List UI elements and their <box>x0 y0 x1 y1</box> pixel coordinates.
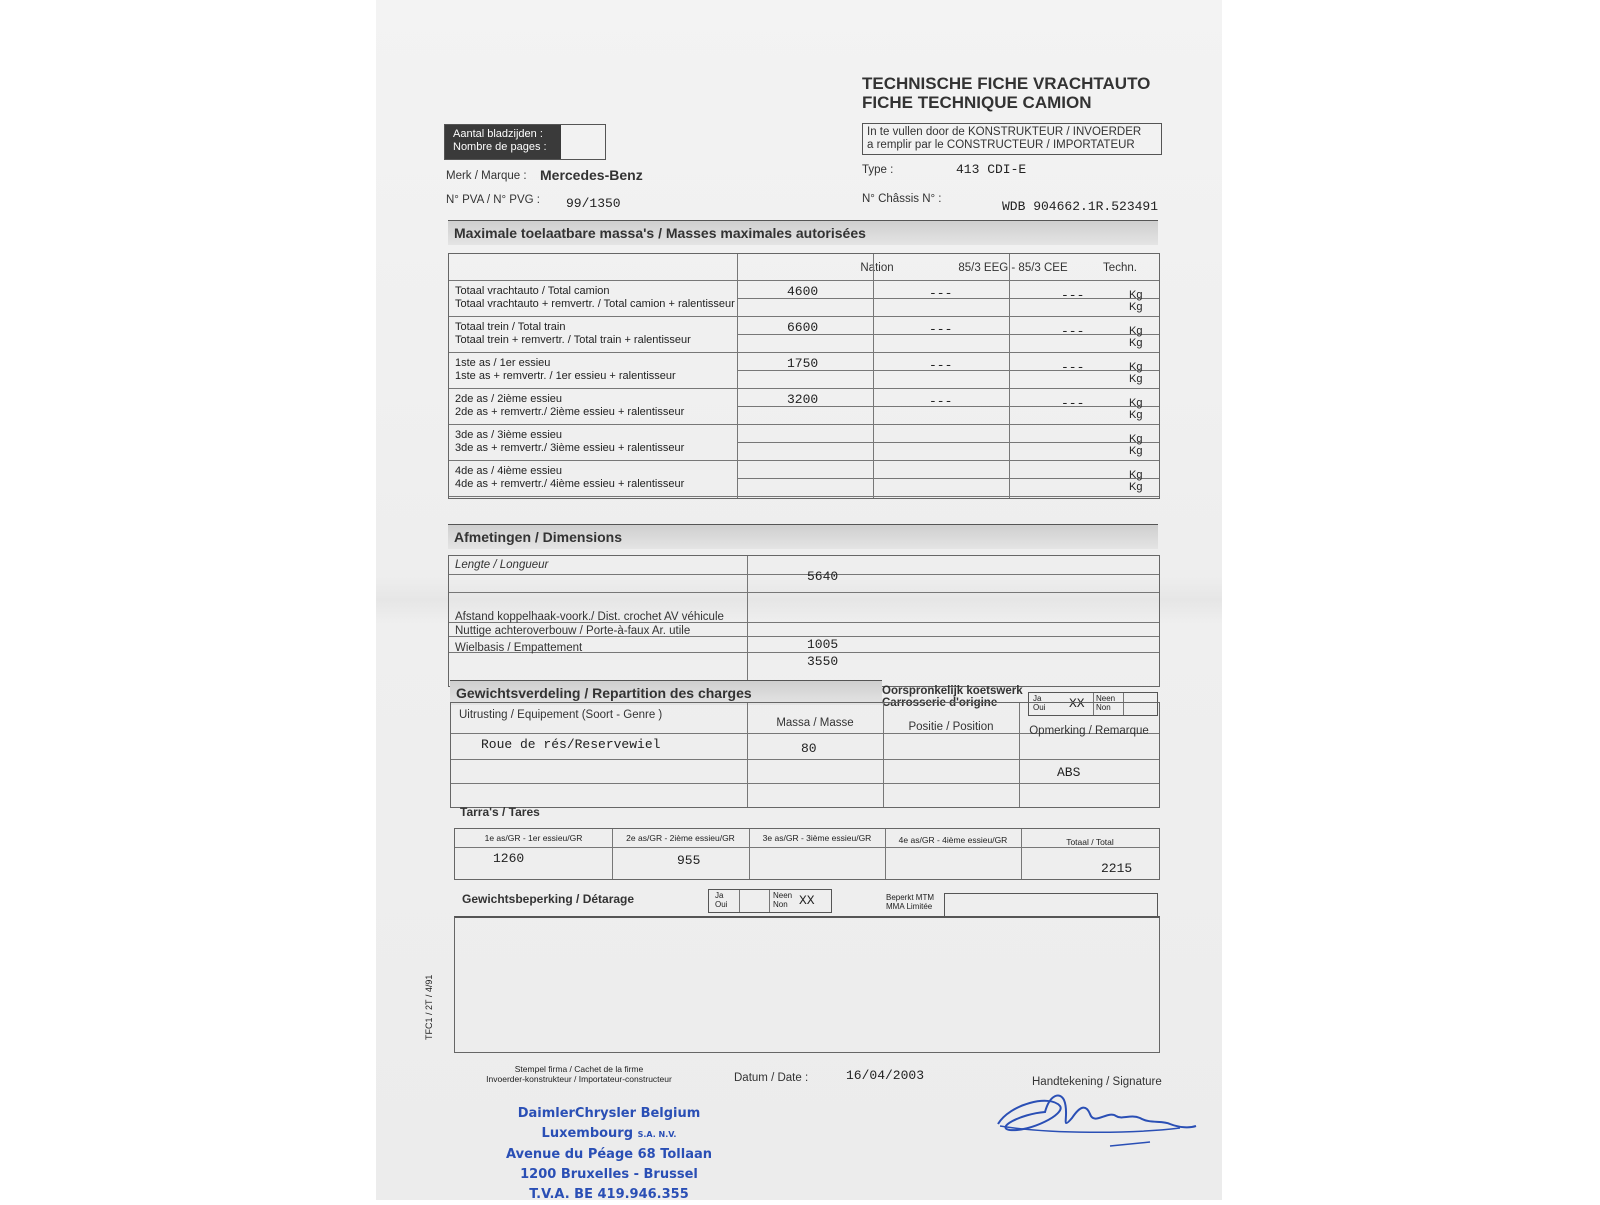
dimensions-table <box>448 555 1160 687</box>
unit-kg-2: Kg <box>1129 481 1143 493</box>
mass-row <box>449 280 1159 317</box>
equipment-value: Roue de rés/Reservewiel <box>481 737 661 752</box>
stamp-label-nl: Stempel firma / Cachet de la firme <box>514 1064 644 1074</box>
mass-eeg-value: --- <box>929 286 953 301</box>
handwritten-signature <box>990 1084 1200 1154</box>
brand-value: Mercedes-Benz <box>540 167 643 183</box>
mass-techn-value: --- <box>1061 360 1085 375</box>
chassis-label: N° Châssis N° : <box>862 193 942 205</box>
pva-value: 99/1350 <box>566 196 621 211</box>
mass-row-label-2: 2de as + remvertr./ 2ième essieu + ralentisseur <box>455 406 685 418</box>
limited-mtm-label <box>886 893 934 911</box>
mass-row-label-2: 4de as + remvertr./ 4ième essieu + ralentisseur <box>455 478 685 490</box>
unit-kg-2: Kg <box>1129 373 1143 385</box>
fill-in-instructions <box>862 123 1162 155</box>
col-position-header: Positie / Position <box>908 721 994 733</box>
unit-kg-2: Kg <box>1129 337 1143 349</box>
date-value: 16/04/2003 <box>846 1068 925 1083</box>
mass-value: 80 <box>801 741 817 756</box>
mass-row-label-2: 1ste as + remvertr. / 1er essieu + ralentisseur <box>455 370 676 382</box>
mass-row <box>449 460 1159 497</box>
mass-row-label-2: 3de as + remvertr./ 3ième essieu + ralentisseur <box>455 442 685 454</box>
tares-col3: 3e as/GR - 3ième essieu/GR <box>762 833 872 843</box>
brand-label: Merk / Marque : <box>446 170 527 182</box>
wheelbase-label: Wielbasis / Empattement <box>455 642 583 654</box>
type-value: 413 CDI-E <box>956 162 1027 177</box>
pages-label-nl: Aantal bladzijden : <box>453 128 543 140</box>
lim-no-fr: Non <box>773 900 788 909</box>
mass-row-label-1: 4de as / 4ième essieu <box>455 465 563 477</box>
unit-kg-1: Kg <box>1129 325 1143 337</box>
form-sheet <box>376 0 1222 1200</box>
lim-yes-nl: Ja <box>715 891 724 900</box>
unit-kg-1: Kg <box>1129 469 1143 481</box>
fill-in-line-fr: a remplir par le CONSTRUCTEUR / IMPORTATEUR <box>867 139 1135 151</box>
mass-techn-value: --- <box>1061 396 1085 411</box>
masses-section-title: Maximale toelaatbare massa's / Masses maximales autorisées <box>448 220 1158 245</box>
unit-kg-1: Kg <box>1129 361 1143 373</box>
mass-techn-value: --- <box>1061 288 1085 303</box>
pages-label-fr: Nombre de pages : <box>453 141 547 153</box>
charges-section-title: Gewichtsverdeling / Repartition des charges <box>450 680 882 705</box>
mass-row-label-1: 2de as / 2ième essieu <box>455 393 563 405</box>
col-remark-header: Opmerking / Remarque <box>1029 725 1149 737</box>
no-nl: Neen <box>1096 694 1116 703</box>
overhang-value: 1005 <box>807 637 839 652</box>
stamp-company: DaimlerChrysler Belgium Luxembourg <box>517 1106 701 1141</box>
tares-col1: 1e as/GR - 1er essieu/GR <box>484 833 583 843</box>
signature-label: Handtekening / Signature <box>1032 1076 1162 1088</box>
tare-axle1-value: 1260 <box>493 851 525 866</box>
stamp-suffix: S.A. N.V. <box>637 1130 677 1139</box>
limitation-yes-label <box>715 891 727 909</box>
mass-nation-value: 3200 <box>787 392 819 407</box>
mass-eeg-value: --- <box>929 358 953 373</box>
mtm-nl: Beperkt MTM <box>886 893 935 902</box>
stamp-label <box>484 1064 674 1084</box>
mass-row <box>449 424 1159 461</box>
unit-kg-2: Kg <box>1129 301 1143 313</box>
limitation-no-mark: XX <box>799 893 815 908</box>
mass-nation-value: 1750 <box>787 356 819 371</box>
original-body-fr: Carrosserie d'origine <box>882 697 998 709</box>
mass-eeg-value: --- <box>929 394 953 409</box>
stamp-line-1 <box>484 1104 734 1145</box>
pages-label <box>445 125 561 159</box>
unit-kg-1: Kg <box>1129 433 1143 445</box>
tare-axle2-value: 955 <box>677 853 701 868</box>
limitation-choice <box>708 889 832 913</box>
unit-kg-1: Kg <box>1129 289 1143 301</box>
date-label: Datum / Date : <box>734 1072 809 1084</box>
fill-in-line-nl: In te vullen door de KONSTRUKTEUR / INVOERDER <box>867 126 1142 138</box>
col-nation-header: Nation <box>860 262 894 274</box>
stamp-line-2: Avenue du Péage 68 Tollaan <box>506 1147 712 1162</box>
tare-total-value: 2215 <box>1101 861 1133 876</box>
mass-row-label-1: Totaal vrachtauto / Total camion <box>455 285 610 297</box>
lim-no-nl: Neen <box>773 891 793 900</box>
mass-row <box>449 388 1159 425</box>
dimensions-section-title: Afmetingen / Dimensions <box>448 524 1158 549</box>
company-stamp <box>484 1104 734 1205</box>
yes-fr: Oui <box>1033 703 1046 712</box>
pages-box <box>444 124 606 160</box>
mass-row <box>449 316 1159 353</box>
mass-row-label-1: 1ste as / 1er essieu <box>455 357 551 369</box>
stamp-line-4: T.V.A. BE 419.946.355 <box>529 1187 689 1202</box>
unit-kg-2: Kg <box>1129 409 1143 421</box>
mass-row-label-2: Totaal vrachtauto + remvertr. / Total camion + ralentisseur <box>455 298 735 310</box>
limited-mtm-field <box>944 893 1158 917</box>
unit-kg-1: Kg <box>1129 397 1143 409</box>
mass-row-label-1: 3de as / 3ième essieu <box>455 429 563 441</box>
wheelbase-value: 3550 <box>807 654 839 669</box>
hitch-label: Afstand koppelhaak-voork./ Dist. crochet AV véhicule <box>455 611 724 623</box>
stamp-line-3: 1200 Bruxelles - Brussel <box>520 1167 698 1182</box>
mass-row-label-1: Totaal trein / Total train <box>455 321 566 333</box>
mtm-fr: MMA Limitée <box>886 902 933 911</box>
mass-nation-value: 4600 <box>787 284 819 299</box>
pva-label: N° PVA / N° PVG : <box>446 194 540 206</box>
mass-eeg-value: --- <box>929 322 953 337</box>
form-code: TFC1 / 2T / 4/91 <box>424 974 434 1040</box>
tares-col5: Totaal / Total <box>1066 837 1114 847</box>
original-body-nl: Oorspronkelijk koetswerk <box>882 685 1023 697</box>
title-french: FICHE TECHNIQUE CAMION <box>862 93 1092 112</box>
mass-row-label-2: Totaal trein + remvertr. / Total train + ralentisseur <box>455 334 691 346</box>
length-value: 5640 <box>807 569 839 584</box>
col-mass-header: Massa / Masse <box>776 717 854 729</box>
chassis-value: WDB 904662.1R.523491 <box>1002 199 1159 214</box>
col-equipment-header: Uitrusting / Equipement (Soort - Genre ) <box>459 709 663 721</box>
remarks-box <box>454 916 1160 1053</box>
charges-table <box>450 702 1160 808</box>
mass-row <box>449 352 1159 389</box>
masses-table <box>448 253 1160 499</box>
lim-yes-fr: Oui <box>715 900 728 909</box>
mass-nation-value: 6600 <box>787 320 819 335</box>
title-dutch: TECHNISCHE FICHE VRACHTAUTO <box>862 74 1151 93</box>
original-yes-mark: XX <box>1069 696 1085 711</box>
type-label: Type : <box>862 164 894 176</box>
limitation-no-label <box>773 891 792 909</box>
tares-col2: 2e as/GR - 2ième essieu/GR <box>626 833 735 843</box>
stamp-label-fr: Invoerder-konstrukteur / Importateur-constructeur <box>486 1074 672 1084</box>
col-eeg-header: 85/3 EEG - 85/3 CEE <box>958 262 1068 274</box>
tares-table <box>454 828 1160 880</box>
overhang-label: Nuttige achteroverbouw / Porte-à-faux Ar. utile <box>455 625 691 637</box>
tares-col4: 4e as/GR - 4ième essieu/GR <box>898 835 1008 845</box>
limitation-label: Gewichtsbeperking / Détarage <box>462 892 635 906</box>
length-label: Lengte / Longueur <box>455 559 549 571</box>
unit-kg-2: Kg <box>1129 445 1143 457</box>
no-fr: Non <box>1096 703 1111 712</box>
tares-section-title: Tarra's / Tares <box>460 805 540 819</box>
yes-nl: Ja <box>1033 694 1042 703</box>
remark-value: ABS <box>1057 765 1081 780</box>
col-techn-header: Techn. <box>1103 262 1137 274</box>
mass-techn-value: --- <box>1061 324 1085 339</box>
